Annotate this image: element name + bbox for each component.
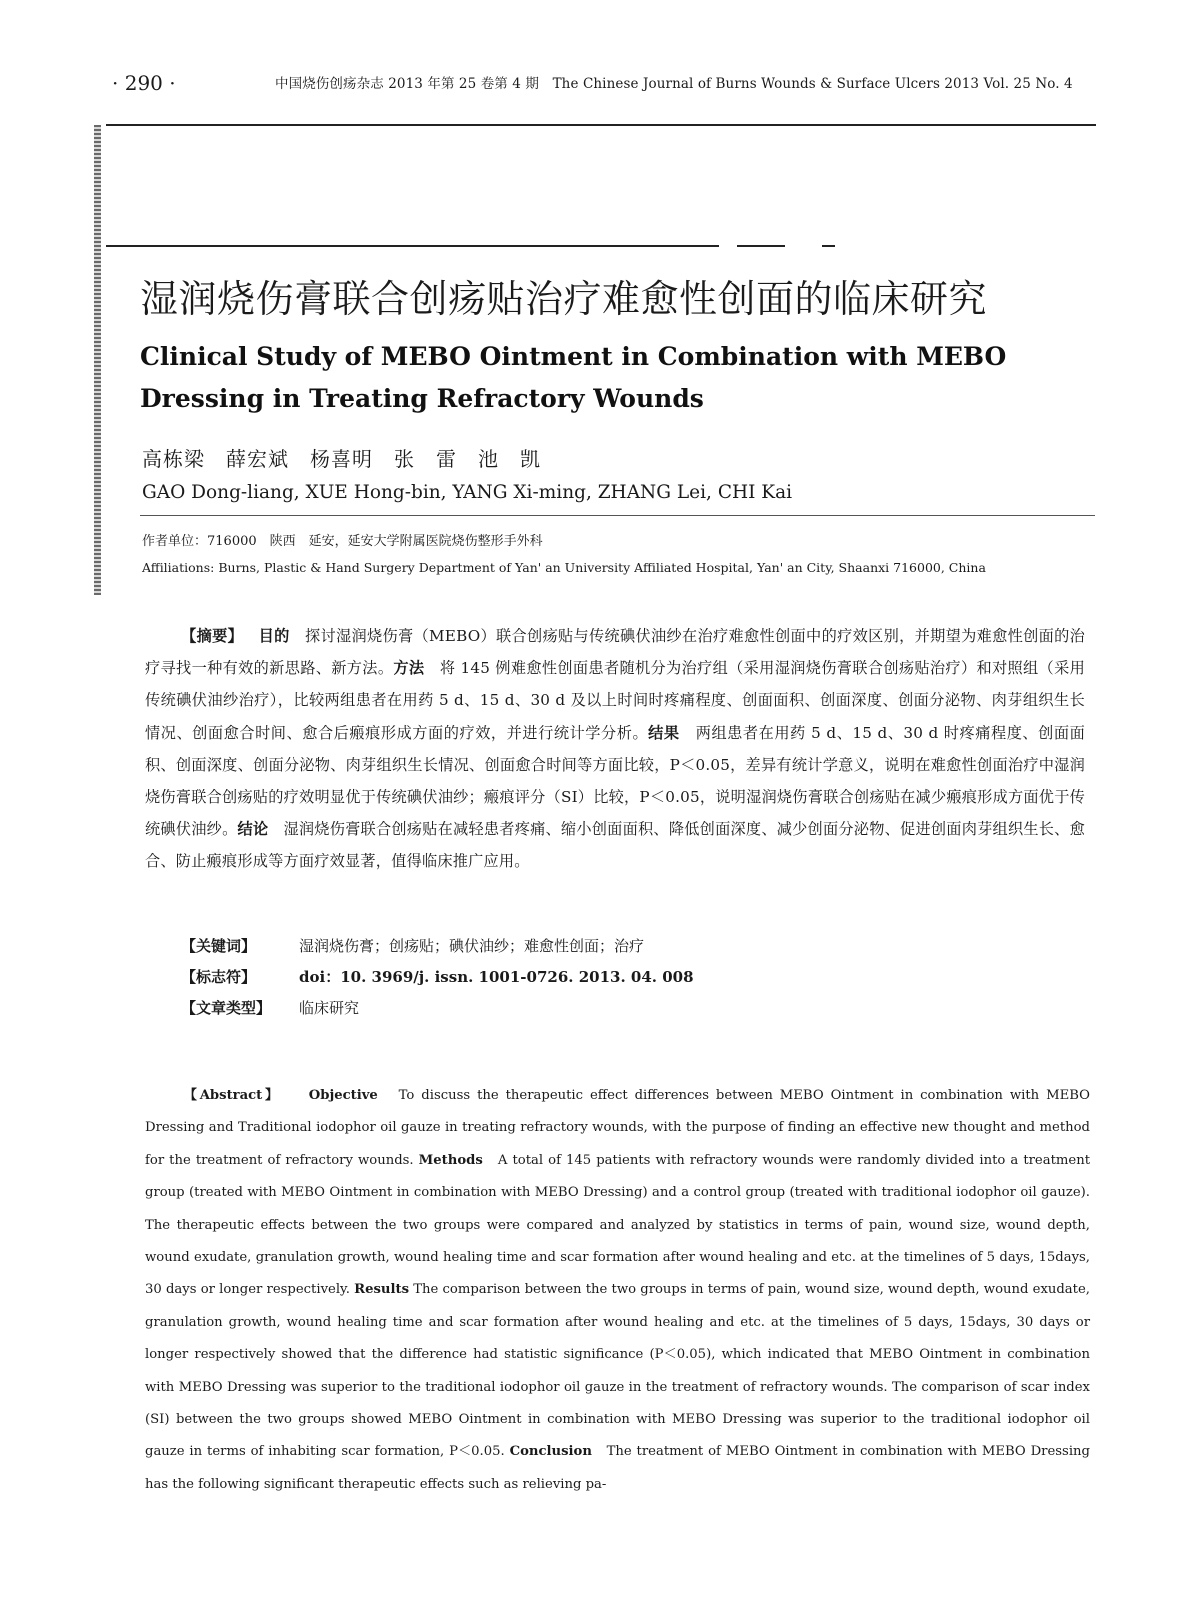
doi-row xyxy=(181,966,694,988)
conclusion-label-cn: 结论 xyxy=(237,820,269,839)
methods-text-cn: 将 145 例难愈性创面患者随机分为治疗组（采用湿润烧伤膏联合创疡贴治疗）和对照组（采用传统碘伏油纱治疗），比较两组患者在用药 5 d、15 d、30 d 及以上时间时疼痛程度、创面面积、创面深度、创面分泌物、肉芽组织生长情况、创面愈合时间、愈合后瘢痕形成方面的疗效，并进行统计学分析。 xyxy=(145,659,1085,742)
conclusion-text-en: The treatment of MEBO Ointment in combination with MEBO Dressing has the following significant therapeutic effects such as relieving pa- xyxy=(145,1444,1090,1492)
conclusion-label-en: Conclusion xyxy=(509,1444,592,1460)
objective-text-en: To discuss the therapeutic effect differences between MEBO Ointment in combination with MEBO Dressing and Traditional iodophor oil gauze in treating refractory wounds, with the purpose of finding an effective new thought and method for the treatment of refractory wounds. xyxy=(145,1088,1090,1168)
objective-label-en: Objective xyxy=(308,1088,378,1103)
methods-text-en: A total of 145 patients with refractory wounds were randomly divided into a treatment group (treated with MEBO Ointment in combination with MEBO Dressing) and a control group (treated with traditional iodophor oil gauze). The therapeutic effects between the two groups were compared and analyzed by statistics in terms of pain, wound size, wound depth, wound exudate, granulation growth, wound healing time and scar formation after wound healing and etc. at the timelines of 5 days, 15days, 30 days or longer respectively. xyxy=(145,1152,1090,1298)
abstract-chinese xyxy=(145,620,1085,878)
title-english: Clinical Study of MEBO Ointment in Combination with MEBO Dressing in Treating Refractory Wounds xyxy=(140,342,1007,413)
article-type-label: 【文章类型】 xyxy=(181,999,272,1017)
affiliation-chinese: 作者单位：716000 陕西 延安，延安大学附属医院烧伤整形手外科 xyxy=(142,534,543,549)
results-text-en: The comparison between the two groups in terms of pain, wound size, wound depth, wound exudate, granulation growth, wound healing time and scar formation after wound healing and etc. at the timelines of 5 days, 15days, 30 days or longer respectively showed that the difference had statistic significance (P＜0.05), which indicated that MEBO Ointment in combination with MEBO Dressing was superior to the traditional iodophor oil gauze in the treatment of refractory wounds. The comparison of scar index (SI) between the two groups showed MEBO Ointment in combination with MEBO Dressing was superior to the traditional iodophor oil gauze in terms of inhabiting scar formation, P＜0.05. xyxy=(145,1282,1090,1460)
scan-edge-strip xyxy=(94,125,101,595)
objective-text-cn: 探讨湿润烧伤膏（MEBO）联合创疡贴与传统碘伏油纱在治疗难愈性创面中的疗效区别，并期望为难愈性创面的治疗寻找一种有效的新思路、新方法。 xyxy=(145,627,1085,678)
title-rule-3 xyxy=(822,245,835,247)
results-text-cn: 两组患者在用药 5 d、15 d、30 d 时疼痛程度、创面面积、创面深度、创面分泌物、肉芽组织生长情况、创面愈合时间等方面比较，P＜0.05，差异有统计学意义，说明在难愈性创面治疗中湿润烧伤膏联合创疡贴的疗效明显优于传统碘伏油纱；瘢痕评分（SI）比较，P＜0.05，说明湿润烧伤膏联合创疡贴在减少瘢痕形成方面优于传统碘伏油纱。 xyxy=(145,723,1085,839)
doi-value: doi：10. 3969/j. issn. 1001-0726. 2013. 04. 008 xyxy=(299,968,694,986)
abstract-label-en: 【Abstract】 xyxy=(181,1088,281,1103)
results-label-cn: 结果 xyxy=(648,723,680,742)
methods-label-en: Methods xyxy=(418,1152,483,1168)
keywords-value: 湿润烧伤膏；创疡贴；碘伏油纱；难愈性创面；治疗 xyxy=(299,937,645,955)
article-type-row xyxy=(181,997,359,1019)
results-label-en: Results xyxy=(354,1282,410,1298)
running-header xyxy=(0,72,1177,96)
title-chinese: 湿润烧伤膏联合创疡贴治疗难愈性创面的临床研究 xyxy=(140,277,988,321)
header-rule xyxy=(106,124,1096,126)
objective-label-cn: 目的 xyxy=(258,627,290,645)
article-type-value: 临床研究 xyxy=(299,999,360,1017)
title-rule-2 xyxy=(737,245,785,247)
abstract-english xyxy=(145,1080,1090,1501)
title-rule-1 xyxy=(106,245,719,247)
methods-label-cn: 方法 xyxy=(393,659,425,678)
affiliation-english: Affiliations: Burns, Plastic & Hand Surgery Department of Yan' an University Affiliated Hospital, Yan' an City, Shaanxi 716000, China xyxy=(142,560,986,575)
abstract-label-cn: 【摘要】 xyxy=(181,627,244,645)
authors-rule xyxy=(140,515,1095,516)
conclusion-text-cn: 湿润烧伤膏联合创疡贴在减轻患者疼痛、缩小创面面积、降低创面深度、减少创面分泌物、促进创面肉芽组织生长、愈合、防止瘢痕形成等方面疗效显著，值得临床推广应用。 xyxy=(145,820,1085,871)
keywords-row xyxy=(181,935,644,957)
page-number: · 290 · xyxy=(112,71,176,95)
doi-label: 【标志符】 xyxy=(181,968,257,986)
keywords-label: 【关键词】 xyxy=(181,937,257,955)
journal-citation: 中国烧伤创疡杂志 2013 年第 25 卷第 4 期 The Chinese Journal of Burns Wounds & Surface Ulcers 2013 Vol. 25 No. 4 xyxy=(275,76,1073,92)
authors-english: GAO Dong-liang, XUE Hong-bin, YANG Xi-ming, ZHANG Lei, CHI Kai xyxy=(142,482,793,503)
authors-chinese: 高栋梁 薛宏斌 杨喜明 张 雷 池 凯 xyxy=(142,447,541,471)
